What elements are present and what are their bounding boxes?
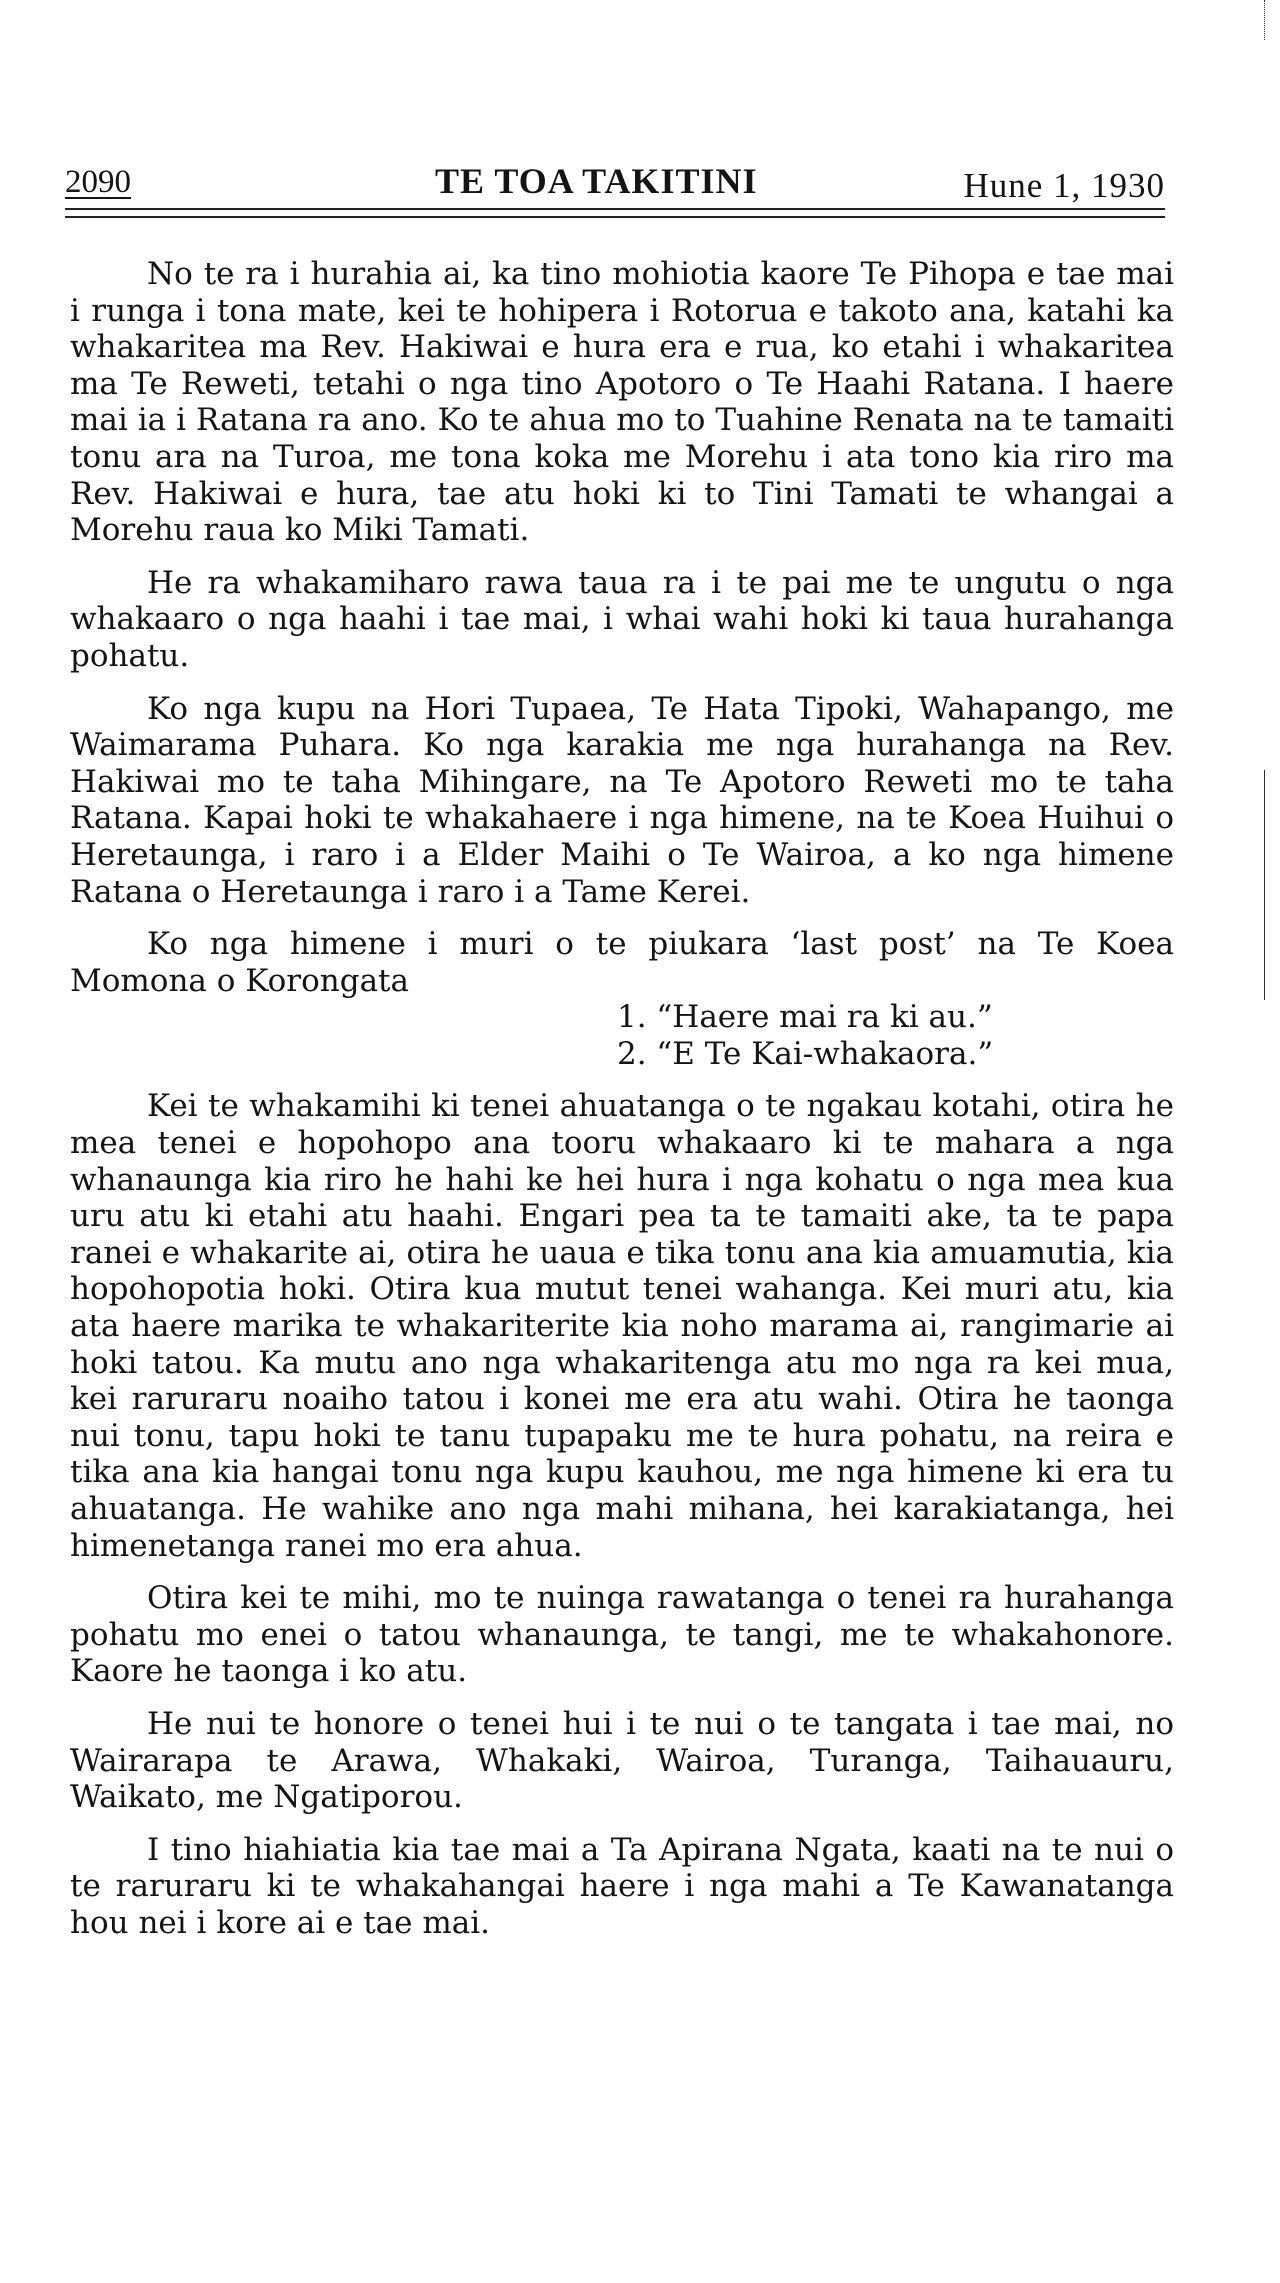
scan-edge-line <box>1264 770 1265 1000</box>
article-body <box>70 256 1174 1958</box>
header-rule-bottom <box>65 216 1165 218</box>
hymn-intro: Ko nga himene i muri o te piukara ‘last post’ na Te Koea Momona o Korongata <box>70 926 1174 999</box>
issue-date: Hune 1, 1930 <box>963 166 1165 205</box>
paragraph-attendance: He nui te honore o tenei hui i te nui o te tangata i tae mai, no Wairarapa te Arawa, Whakaki, Wairoa, Turanga, Taihauauru, Waikato, me Ngatiporou. <box>70 1705 1174 1816</box>
scan-edge-mark <box>1264 0 1265 40</box>
page-number: 2090 <box>65 164 131 200</box>
header-rule-top <box>65 208 1165 210</box>
page-header <box>65 160 1165 204</box>
journal-title: TE TOA TAKITINI <box>435 161 758 201</box>
hymn-item: 1. “Haere mai ra ki au.” <box>617 999 993 1036</box>
hymn-list <box>70 999 1174 1072</box>
paragraph-ngata: I tino hiahiatia kia tae mai a Ta Apirana Ngata, kaati na te nui o te raruraru ki te whakahangai haere i nga mahi a Te Kawanatanga hou nei i kore ai e tae mai. <box>70 1831 1174 1941</box>
paragraph-unveiling: No te ra i hurahia ai, ka tino mohiotia kaore Te Pihopa e tae mai i runga i tona mate, kei te hohipera i Rotorua e takoto ana, katahi ka whakaritea ma Rev. Hakiwai e hura era e rua, ko etahi i whakaritea ma Te Reweti, tetahi o nga tino Apotoro o Te Haahi Ratana. I haere mai ia i Ratana ra ano. Ko te ahua mo to Tuahine Renata na te tamaiti tonu ara na Turoa, me tona koka me Morehu i ata tono kia riro ma Rev. Hakiwai e hura, tae atu hoki ki to Tini Tamati te whangai a Morehu raua ko Miki Tamati. <box>70 256 1174 549</box>
paragraph-thanks: Otira kei te mihi, mo te nuinga rawatanga o tenei ra hurahanga pohatu mo enei o tatou whanaunga, te tangi, me te whakahonore. Kaore he taonga i ko atu. <box>70 1580 1174 1690</box>
paragraph-speakers: Ko nga kupu na Hori Tupaea, Te Hata Tipoki, Wahapango, me Waimarama Puhara. Ko nga karakia me nga hurahanga na Rev. Hakiwai mo te taha Mihingare, na Te Apotoro Reweti mo te taha Ratana. Kapai hoki te whakahaere i nga himene, na te Koea Huihui o Heretaunga, i raro i a Elder Maihi o Te Wairoa, a ko nga himene Ratana o Heretaunga i raro i a Tame Kerei. <box>70 690 1174 910</box>
paragraph-day: He ra whakamiharo rawa taua ra i te pai me te ungutu o nga whakaaro o nga haahi i tae mai, i whai wahi hoki ki taua hurahanga pohatu. <box>70 564 1174 674</box>
paragraph-reflection: Kei te whakamihi ki tenei ahuatanga o te ngakau kotahi, otira he mea tenei e hopohopo ana tooru whakaaro ki te mahara a nga whanaunga kia riro he hahi ke hei hura i nga kohatu o nga mea kua uru atu ki etahi atu haahi. Engari pea ta te tamaiti ake, ta te papa ranei e whakarite ai, otira he uaua e tika tonu ana kia amuamutia, kia hopohopotia hoki. Otira kua mutut tenei wahanga. Kei muri atu, kia ata haere marika te whakariterite kia noho marama ai, rangimarie ai hoki tatou. Ka mutu ano nga whakaritenga atu mo nga ra kei mua, kei raruraru noaiho tatou i konei me era atu wahi. Otira he taonga nui tonu, tapu hoki te tanu tupapaku me te hura pohatu, na reira e tika ana kia hangai tonu nga kupu kauhou, me nga himene ki era tu ahuatanga. He wahike ano nga mahi mihana, hei karakiatanga, hei himenetanga ranei mo era ahua. <box>70 1088 1174 1564</box>
hymn-item: 2. “E Te Kai-whakaora.” <box>617 1035 994 1072</box>
